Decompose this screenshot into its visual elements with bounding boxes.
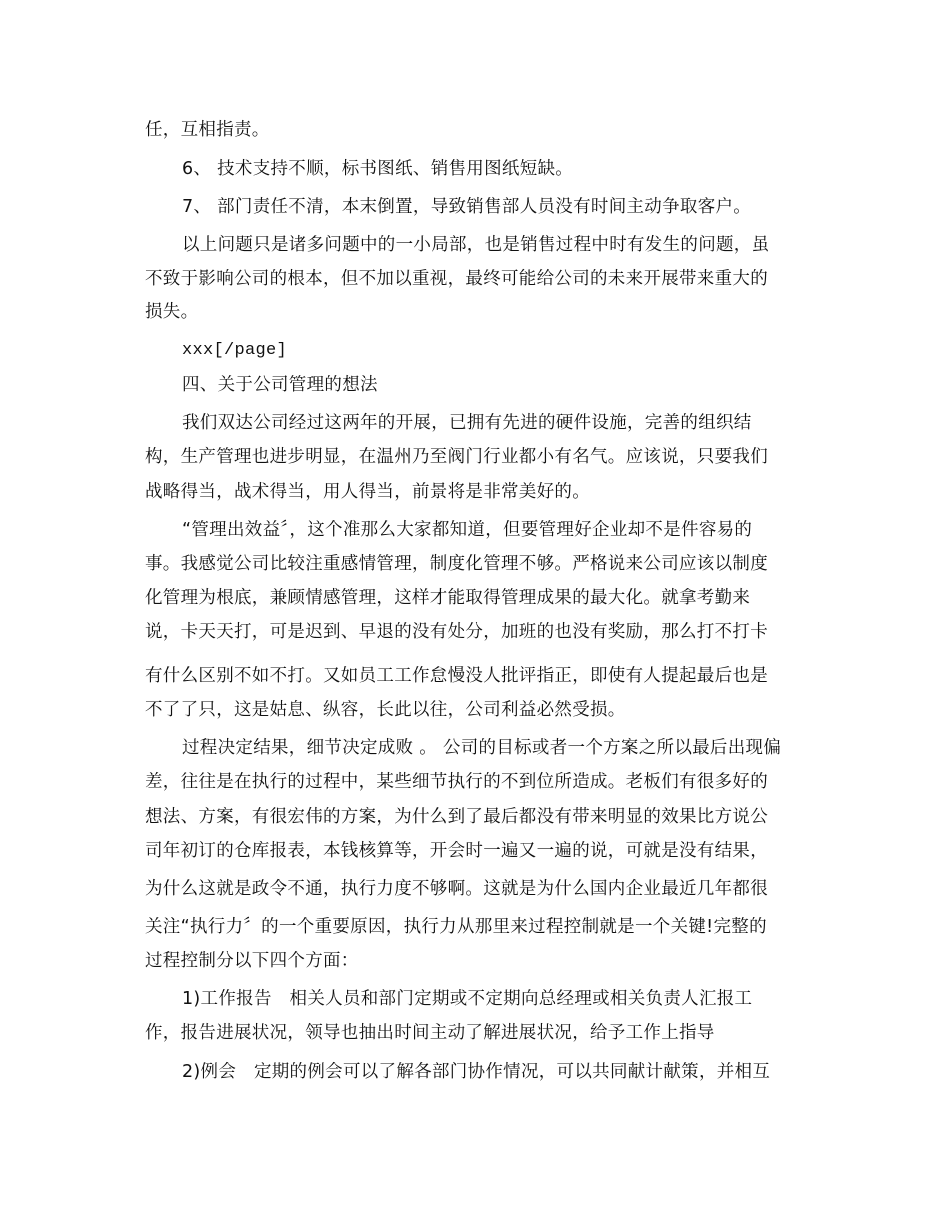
paragraph-line: 我们双达公司经过这两年的开展，已拥有先进的硬件设施，完善的组织结 [182, 413, 752, 433]
paragraph-line: 说，卡天天打，可是迟到、早退的没有处分，加班的也没有奖励，那么打不打卡 [145, 622, 768, 642]
page-marker: xxx[/page] [182, 341, 288, 360]
paragraph-line: 司年初订的仓库报表，本钱核算等，开会时一遍又一遍的说，可就是没有结果， [145, 841, 768, 861]
paragraph-line: 有什么区别不如不打。又如员工工作怠慢没人批评指正，即使有人提起最后也是 [145, 666, 768, 686]
section-heading: 四、关于公司管理的想法 [182, 375, 378, 395]
list-item: 2)例会 定期的例会可以了解各部门协作情况，可以共同献计献策，并相互 [182, 1062, 771, 1082]
paragraph-line: 构，生产管理也进步明显，在温州乃至阀门行业都小有名气。应该说，只要我们 [145, 447, 768, 467]
paragraph-line: 化管理为根底，兼顾情感管理，这样才能取得管理成果的最大化。就拿考勤来 [145, 588, 751, 608]
list-item: 6、 技术支持不顺，标书图纸、销售用图纸短缺。 [182, 159, 574, 179]
paragraph-line: “管理出效益〞，这个准那么大家都知道，但要管理好企业却不是件容易的 [182, 520, 753, 540]
text-line: 任，互相指责。 [145, 120, 270, 140]
paragraph-line: 事。我感觉公司比较注重感情管理，制度化管理不够。严格说来公司应该以制度 [145, 554, 768, 574]
paragraph-line: 为什么这就是政令不通，执行力度不够啊。这就是为什么国内企业最近几年都很 [145, 879, 768, 899]
list-item: 1)工作报告 相关人员和部门定期或不定期向总经理或相关负责人汇报工 [182, 989, 753, 1009]
paragraph-line: 损失。 [145, 302, 199, 322]
paragraph-line: 想法、方案，有很宏伟的方案，为什么到了最后都没有带来明显的效果比方说公 [145, 807, 768, 827]
list-item: 7、 部门责任不清，本末倒置，导致销售部人员没有时间主动争取客户。 [182, 197, 752, 217]
paragraph-line: 作，报告进展状况，领导也抽出时间主动了解进展状况，给予工作上指导 [145, 1023, 715, 1043]
paragraph-line: 过程决定结果，细节决定成败 。 公司的目标或者一个方案之所以最后出现偏 [182, 738, 782, 758]
paragraph-line: 差，往往是在执行的过程中，某些细节执行的不到位所造成。老板们有很多好的 [145, 772, 768, 792]
paragraph-line: 以上问题只是诸多问题中的一小局部，也是销售过程中时有发生的问题，虽 [182, 235, 770, 255]
paragraph-line: 不了了只，这是姑息、纵容，长此以往，公司利益必然受损。 [145, 700, 626, 720]
paragraph-line: 不致于影响公司的根本，但不加以重视，最终可能给公司的未来开展带来重大的 [145, 269, 768, 289]
paragraph-line: 关注“执行力〞的一个重要原因，执行力从那里来过程控制就是一个关键!完整的 [145, 917, 767, 937]
paragraph-line: 过程控制分以下四个方面： [145, 951, 359, 971]
paragraph-line: 战略得当，战术得当，用人得当，前景将是非常美好的。 [145, 482, 590, 502]
